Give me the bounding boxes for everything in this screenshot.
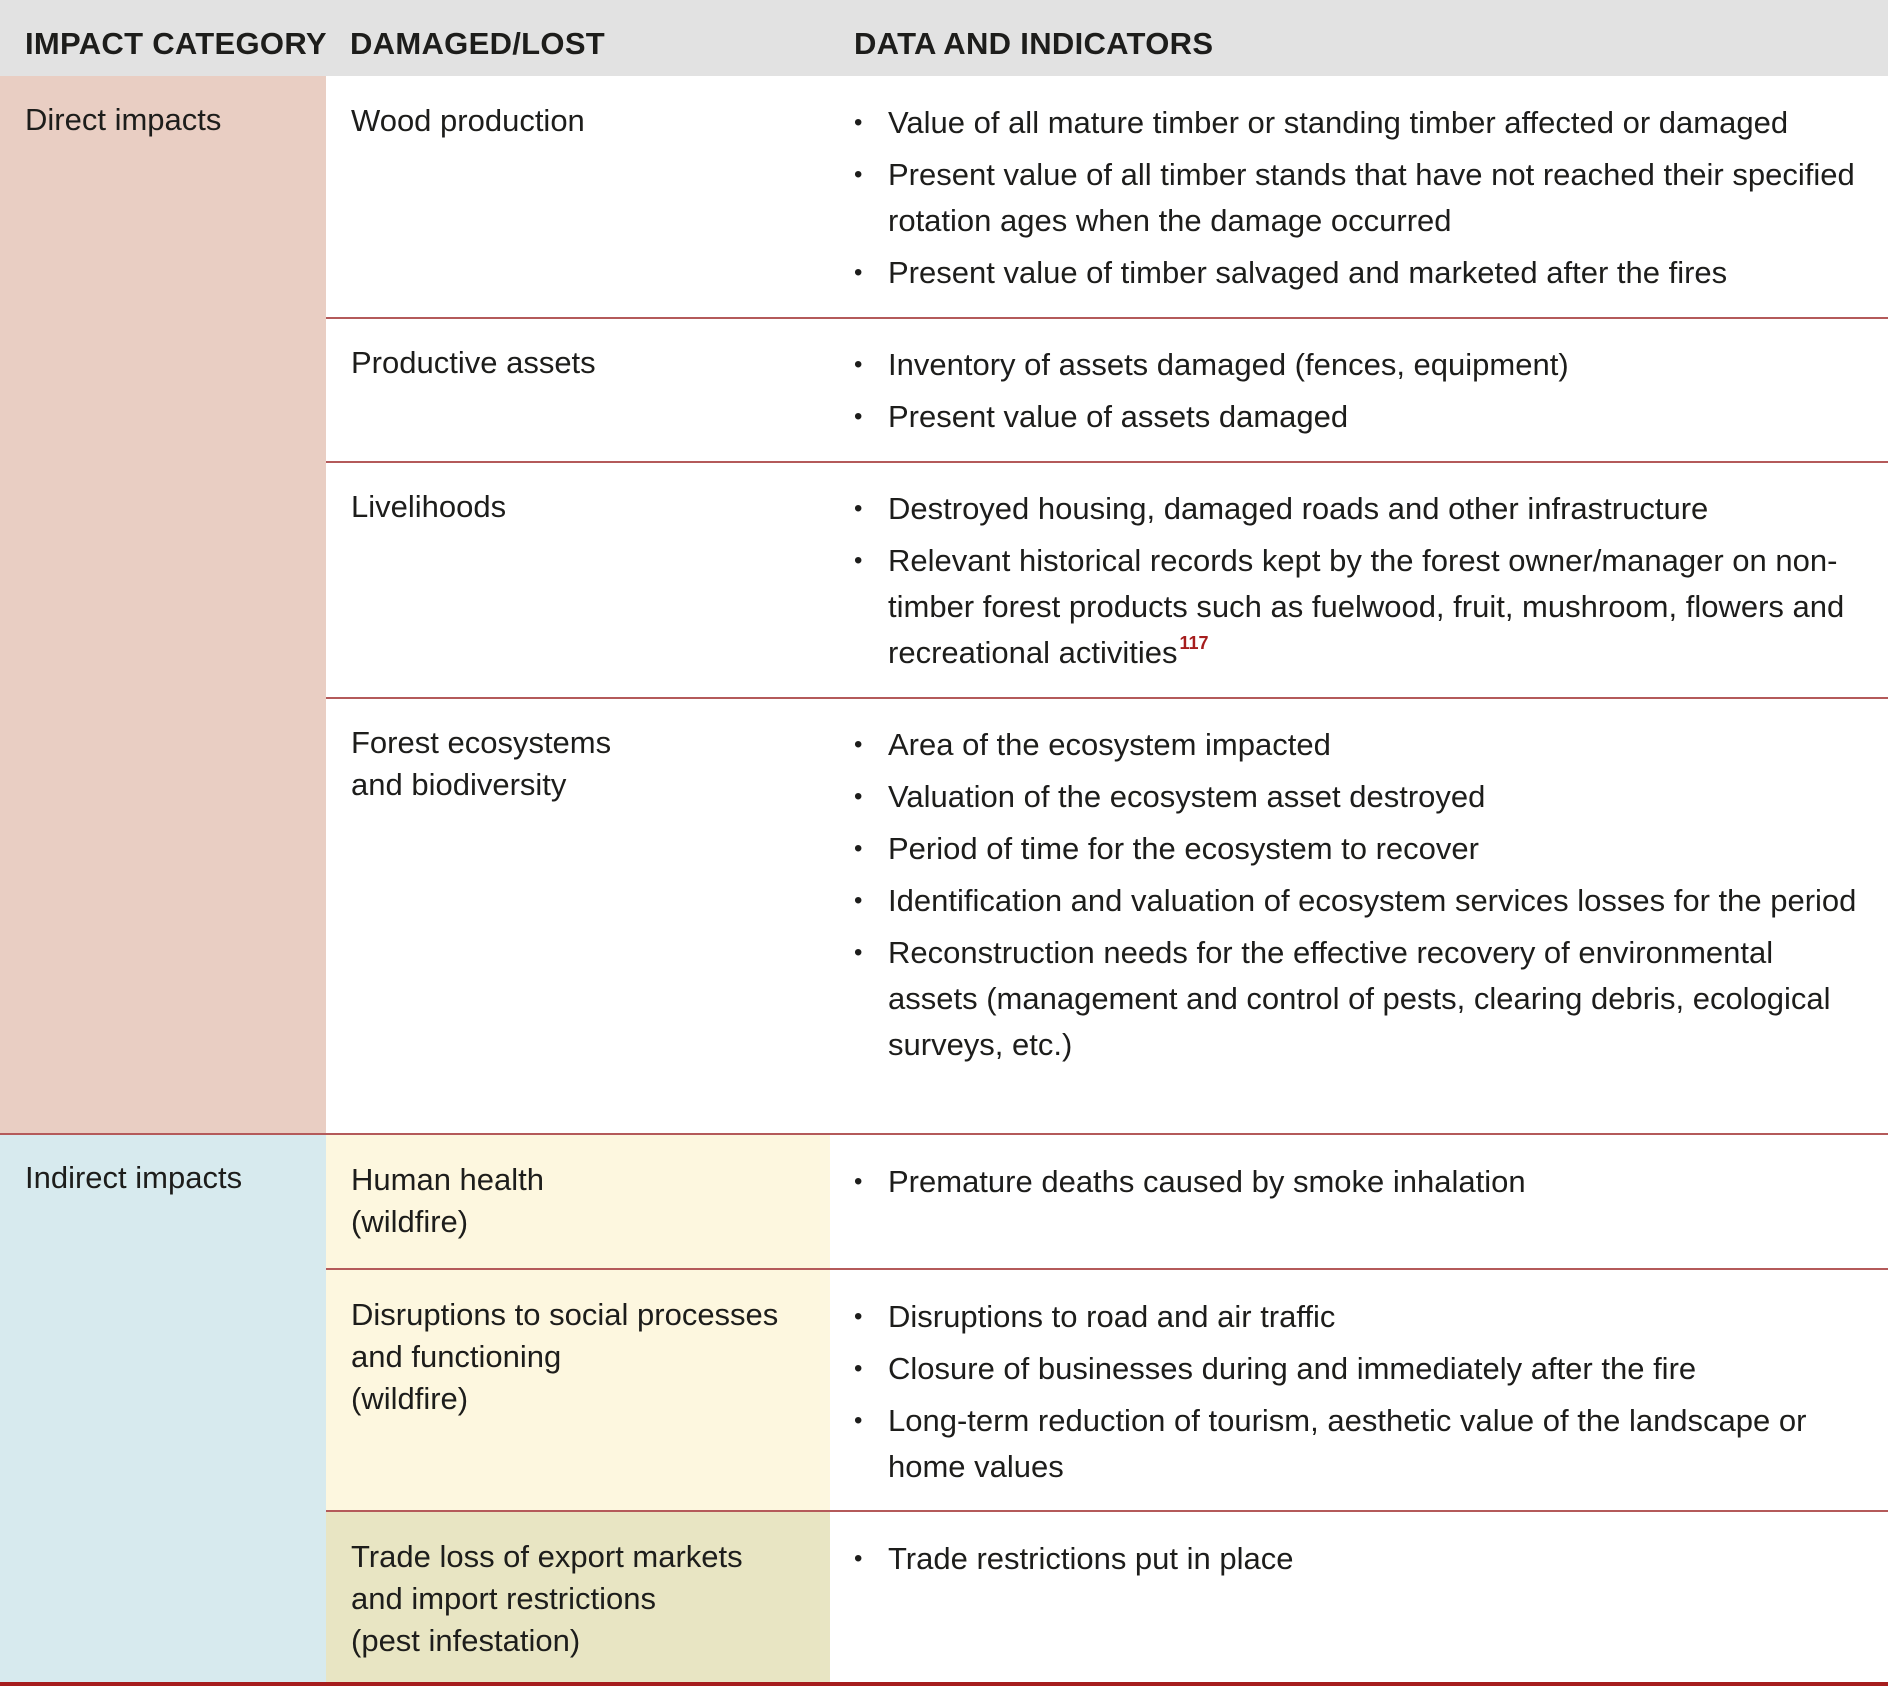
indicator-text: Premature deaths caused by smoke inhalation: [888, 1164, 1526, 1199]
list-item: [852, 1346, 1868, 1392]
damaged-cell-human-health: [326, 1135, 830, 1268]
list-item: [852, 930, 1868, 1068]
list-item: [852, 826, 1868, 872]
bullet-icon: •: [854, 835, 863, 862]
bullet-icon: •: [854, 161, 863, 188]
indicator-text: Present value of all timber stands that have not reached their specified rotation ages when the damage occurred: [888, 157, 1855, 238]
bullet-icon: •: [854, 109, 863, 136]
indicator-text: Long-term reduction of tourism, aesthetic value of the landscape or home values: [888, 1403, 1807, 1484]
indicator-list: [852, 722, 1868, 1068]
damaged-label: Productive assets: [351, 345, 596, 380]
indicators-cell-human-health: [830, 1135, 1888, 1268]
bullet-icon: •: [854, 1355, 863, 1382]
indicators-cell-social-disruptions: [830, 1270, 1888, 1510]
damaged-cell-wood-production: [326, 76, 830, 318]
list-item: [852, 100, 1868, 146]
list-item: [852, 878, 1868, 924]
damaged-cell-livelihoods: [326, 462, 830, 698]
list-item: [852, 774, 1868, 820]
bullet-icon: •: [854, 783, 863, 810]
indicator-list: [852, 1159, 1868, 1205]
indicator-text: Value of all mature timber or standing timber affected or damaged: [888, 105, 1789, 140]
damaged-label: Disruptions to social processes: [351, 1297, 779, 1332]
bullet-icon: •: [854, 1545, 863, 1572]
list-item: [852, 538, 1868, 676]
indicator-list: [852, 100, 1868, 296]
indicator-list: [852, 486, 1868, 676]
list-item: [852, 342, 1868, 388]
indicator-list: [852, 1536, 1868, 1582]
indicator-text: Present value of timber salvaged and marketed after the fires: [888, 255, 1728, 290]
indicators-cell-wood-production: [830, 76, 1888, 318]
category-label: Indirect impacts: [25, 1160, 243, 1195]
indicator-text: Reconstruction needs for the effective recovery of environmental assets (management and control of pests, clearing debris, ecological surveys, etc.): [888, 935, 1831, 1062]
indicator-text: Area of the ecosystem impacted: [888, 727, 1331, 762]
bullet-icon: •: [854, 1168, 863, 1195]
indicators-cell-livelihoods: [830, 462, 1888, 698]
damaged-label: and biodiversity: [351, 767, 567, 802]
category-label: Direct impacts: [25, 102, 222, 137]
list-item: [852, 1294, 1868, 1340]
damaged-label: (pest infestation): [351, 1623, 581, 1658]
bullet-icon: •: [854, 547, 863, 574]
category-direct-impacts: [0, 76, 326, 1134]
header-data-indicators: DATA AND INDICATORS: [854, 26, 1214, 61]
indicator-text: Trade restrictions put in place: [888, 1541, 1294, 1576]
category-indirect-impacts: [0, 1134, 326, 1682]
indicator-list: [852, 1294, 1868, 1490]
list-item: [852, 1159, 1868, 1205]
indicator-list: [852, 342, 1868, 440]
indicator-text: Valuation of the ecosystem asset destroyed: [888, 779, 1486, 814]
list-item: [852, 722, 1868, 768]
damaged-cell-social-disruptions: [326, 1270, 830, 1510]
indicators-cell-trade-loss: [830, 1512, 1888, 1682]
damaged-label: (wildfire): [351, 1381, 469, 1416]
list-item: [852, 394, 1868, 440]
list-item: [852, 250, 1868, 296]
bullet-icon: •: [854, 939, 863, 966]
damaged-label: Livelihoods: [351, 489, 507, 524]
damaged-cell-forest-ecosystems: [326, 698, 830, 1134]
indicator-text: Relevant historical records kept by the forest owner/manager on non-timber forest products such as fuelwood, fruit, mushroom, flowers and recreational activities: [888, 543, 1845, 670]
damaged-label: and functioning: [351, 1339, 562, 1374]
indicator-text: Present value of assets damaged: [888, 399, 1349, 434]
bullet-icon: •: [854, 351, 863, 378]
bullet-icon: •: [854, 403, 863, 430]
damaged-label: Human health: [351, 1162, 545, 1197]
indicator-text: Inventory of assets damaged (fences, equipment): [888, 347, 1569, 382]
indicators-cell-productive-assets: [830, 318, 1888, 462]
damaged-label: Wood production: [351, 103, 585, 138]
damaged-label: and import restrictions: [351, 1581, 656, 1616]
header-damaged-lost: DAMAGED/LOST: [350, 26, 606, 61]
header-impact-category: IMPACT CATEGORY: [25, 26, 327, 61]
indicator-text: Period of time for the ecosystem to recover: [888, 831, 1479, 866]
bullet-icon: •: [854, 259, 863, 286]
list-item: [852, 1398, 1868, 1490]
bullet-icon: •: [854, 731, 863, 758]
table-bottom-rule: [0, 1682, 1888, 1686]
bullet-icon: •: [854, 887, 863, 914]
damaged-label: Trade loss of export markets: [351, 1539, 743, 1574]
list-item: [852, 1536, 1868, 1582]
footnote-ref: 117: [1179, 633, 1209, 653]
list-item: [852, 152, 1868, 244]
indicators-cell-forest-ecosystems: [830, 698, 1888, 1134]
damaged-label: Forest ecosystems: [351, 725, 612, 760]
indicator-text: Closure of businesses during and immediately after the fire: [888, 1351, 1697, 1386]
indicator-text: Identification and valuation of ecosystem services losses for the period: [888, 883, 1857, 918]
damaged-cell-productive-assets: [326, 318, 830, 462]
damaged-cell-trade-loss: [326, 1512, 830, 1682]
indicator-text: Disruptions to road and air traffic: [888, 1299, 1336, 1334]
bullet-icon: •: [854, 1303, 863, 1330]
indicator-text: Destroyed housing, damaged roads and other infrastructure: [888, 491, 1709, 526]
damaged-label: (wildfire): [351, 1204, 469, 1239]
list-item: [852, 486, 1868, 532]
bullet-icon: •: [854, 495, 863, 522]
bullet-icon: •: [854, 1407, 863, 1434]
